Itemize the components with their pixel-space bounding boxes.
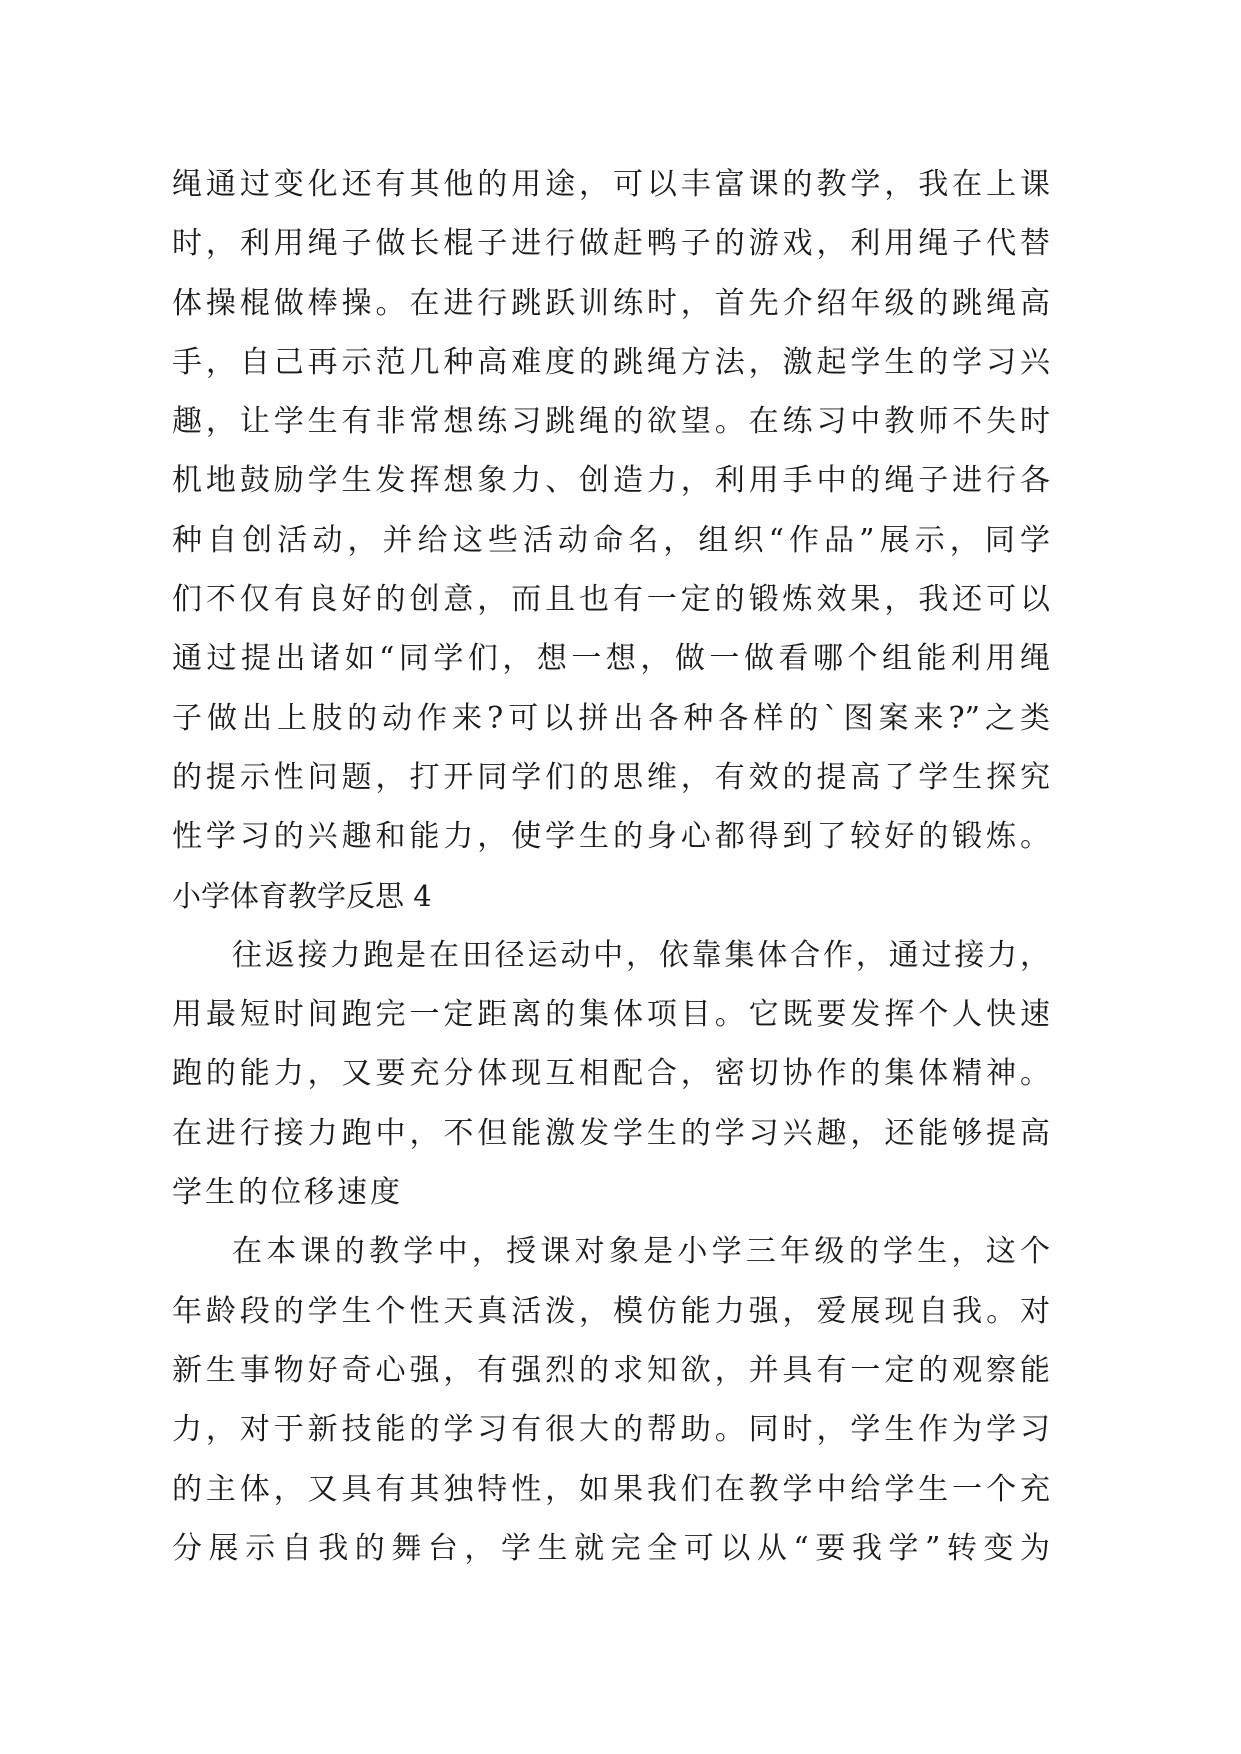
paragraph xyxy=(172,1222,1050,1578)
text-line: 分展示自我的舞台，学生就完全可以从“要我学”转变为 xyxy=(172,1530,1050,1566)
text-line: 趣，让学生有非常想练习跳绳的欲望。在练习中教师不失时 xyxy=(172,404,1050,440)
text-line: 体操棍做棒操。在进行跳跃训练时，首先介绍年级的跳绳高 xyxy=(172,285,1050,321)
text-line: 新生事物好奇心强，有强烈的求知欲，并具有一定的观察能 xyxy=(172,1352,1050,1388)
text-line: 的提示性问题，打开同学们的思维，有效的提高了学生探究 xyxy=(172,759,1050,795)
text-line: 力，对于新技能的学习有很大的帮助。同时，学生作为学习 xyxy=(172,1412,1050,1448)
text-line: 时，利用绳子做长棍子进行做赶鸭子的游戏，利用绳子代替 xyxy=(172,226,1050,262)
text-body xyxy=(172,155,1050,1578)
text-line: 在本课的教学中，授课对象是小学三年级的学生，这个 xyxy=(232,1234,1050,1270)
text-line: 学生的位移速度 xyxy=(172,1175,403,1211)
text-line: 通过提出诸如“同学们，想一想，做一做看哪个组能利用绳 xyxy=(172,641,1050,677)
text-line: 跑的能力，又要充分体现互相配合，密切协作的集体精神。 xyxy=(172,1056,1050,1092)
continued-paragraph xyxy=(172,155,1050,867)
section-heading: 小学体育教学反思 4 xyxy=(172,878,432,913)
text-line: 年龄段的学生个性天真活泼，模仿能力强，爱展现自我。对 xyxy=(172,1293,1050,1329)
text-line: 性学习的兴趣和能力，使学生的身心都得到了较好的锻炼。 xyxy=(172,819,1050,855)
text-line: 子做出上肢的动作来?可以拼出各种各样的`图案来?”之类 xyxy=(172,700,1050,736)
text-line: 的主体，又具有其独特性，如果我们在教学中给学生一个充 xyxy=(172,1471,1050,1507)
text-line: 往返接力跑是在田径运动中，依靠集体合作，通过接力， xyxy=(232,937,1050,973)
text-line: 用最短时间跑完一定距离的集体项目。它既要发挥个人快速 xyxy=(172,997,1050,1033)
text-line: 在进行接力跑中，不但能激发学生的学习兴趣，还能够提高 xyxy=(172,1115,1050,1151)
text-line: 手，自己再示范几种高难度的跳绳方法，激起学生的学习兴 xyxy=(172,344,1050,380)
text-line: 机地鼓励学生发挥想象力、创造力，利用手中的绳子进行各 xyxy=(172,463,1050,499)
text-line: 绳通过变化还有其他的用途，可以丰富课的教学，我在上课 xyxy=(172,167,1050,202)
paragraph xyxy=(172,926,1050,1222)
text-line: 们不仅有良好的创意，而且也有一定的锻炼效果，我还可以 xyxy=(172,582,1050,618)
text-line: 种自创活动，并给这些活动命名，组织“作品”展示，同学 xyxy=(172,522,1050,558)
